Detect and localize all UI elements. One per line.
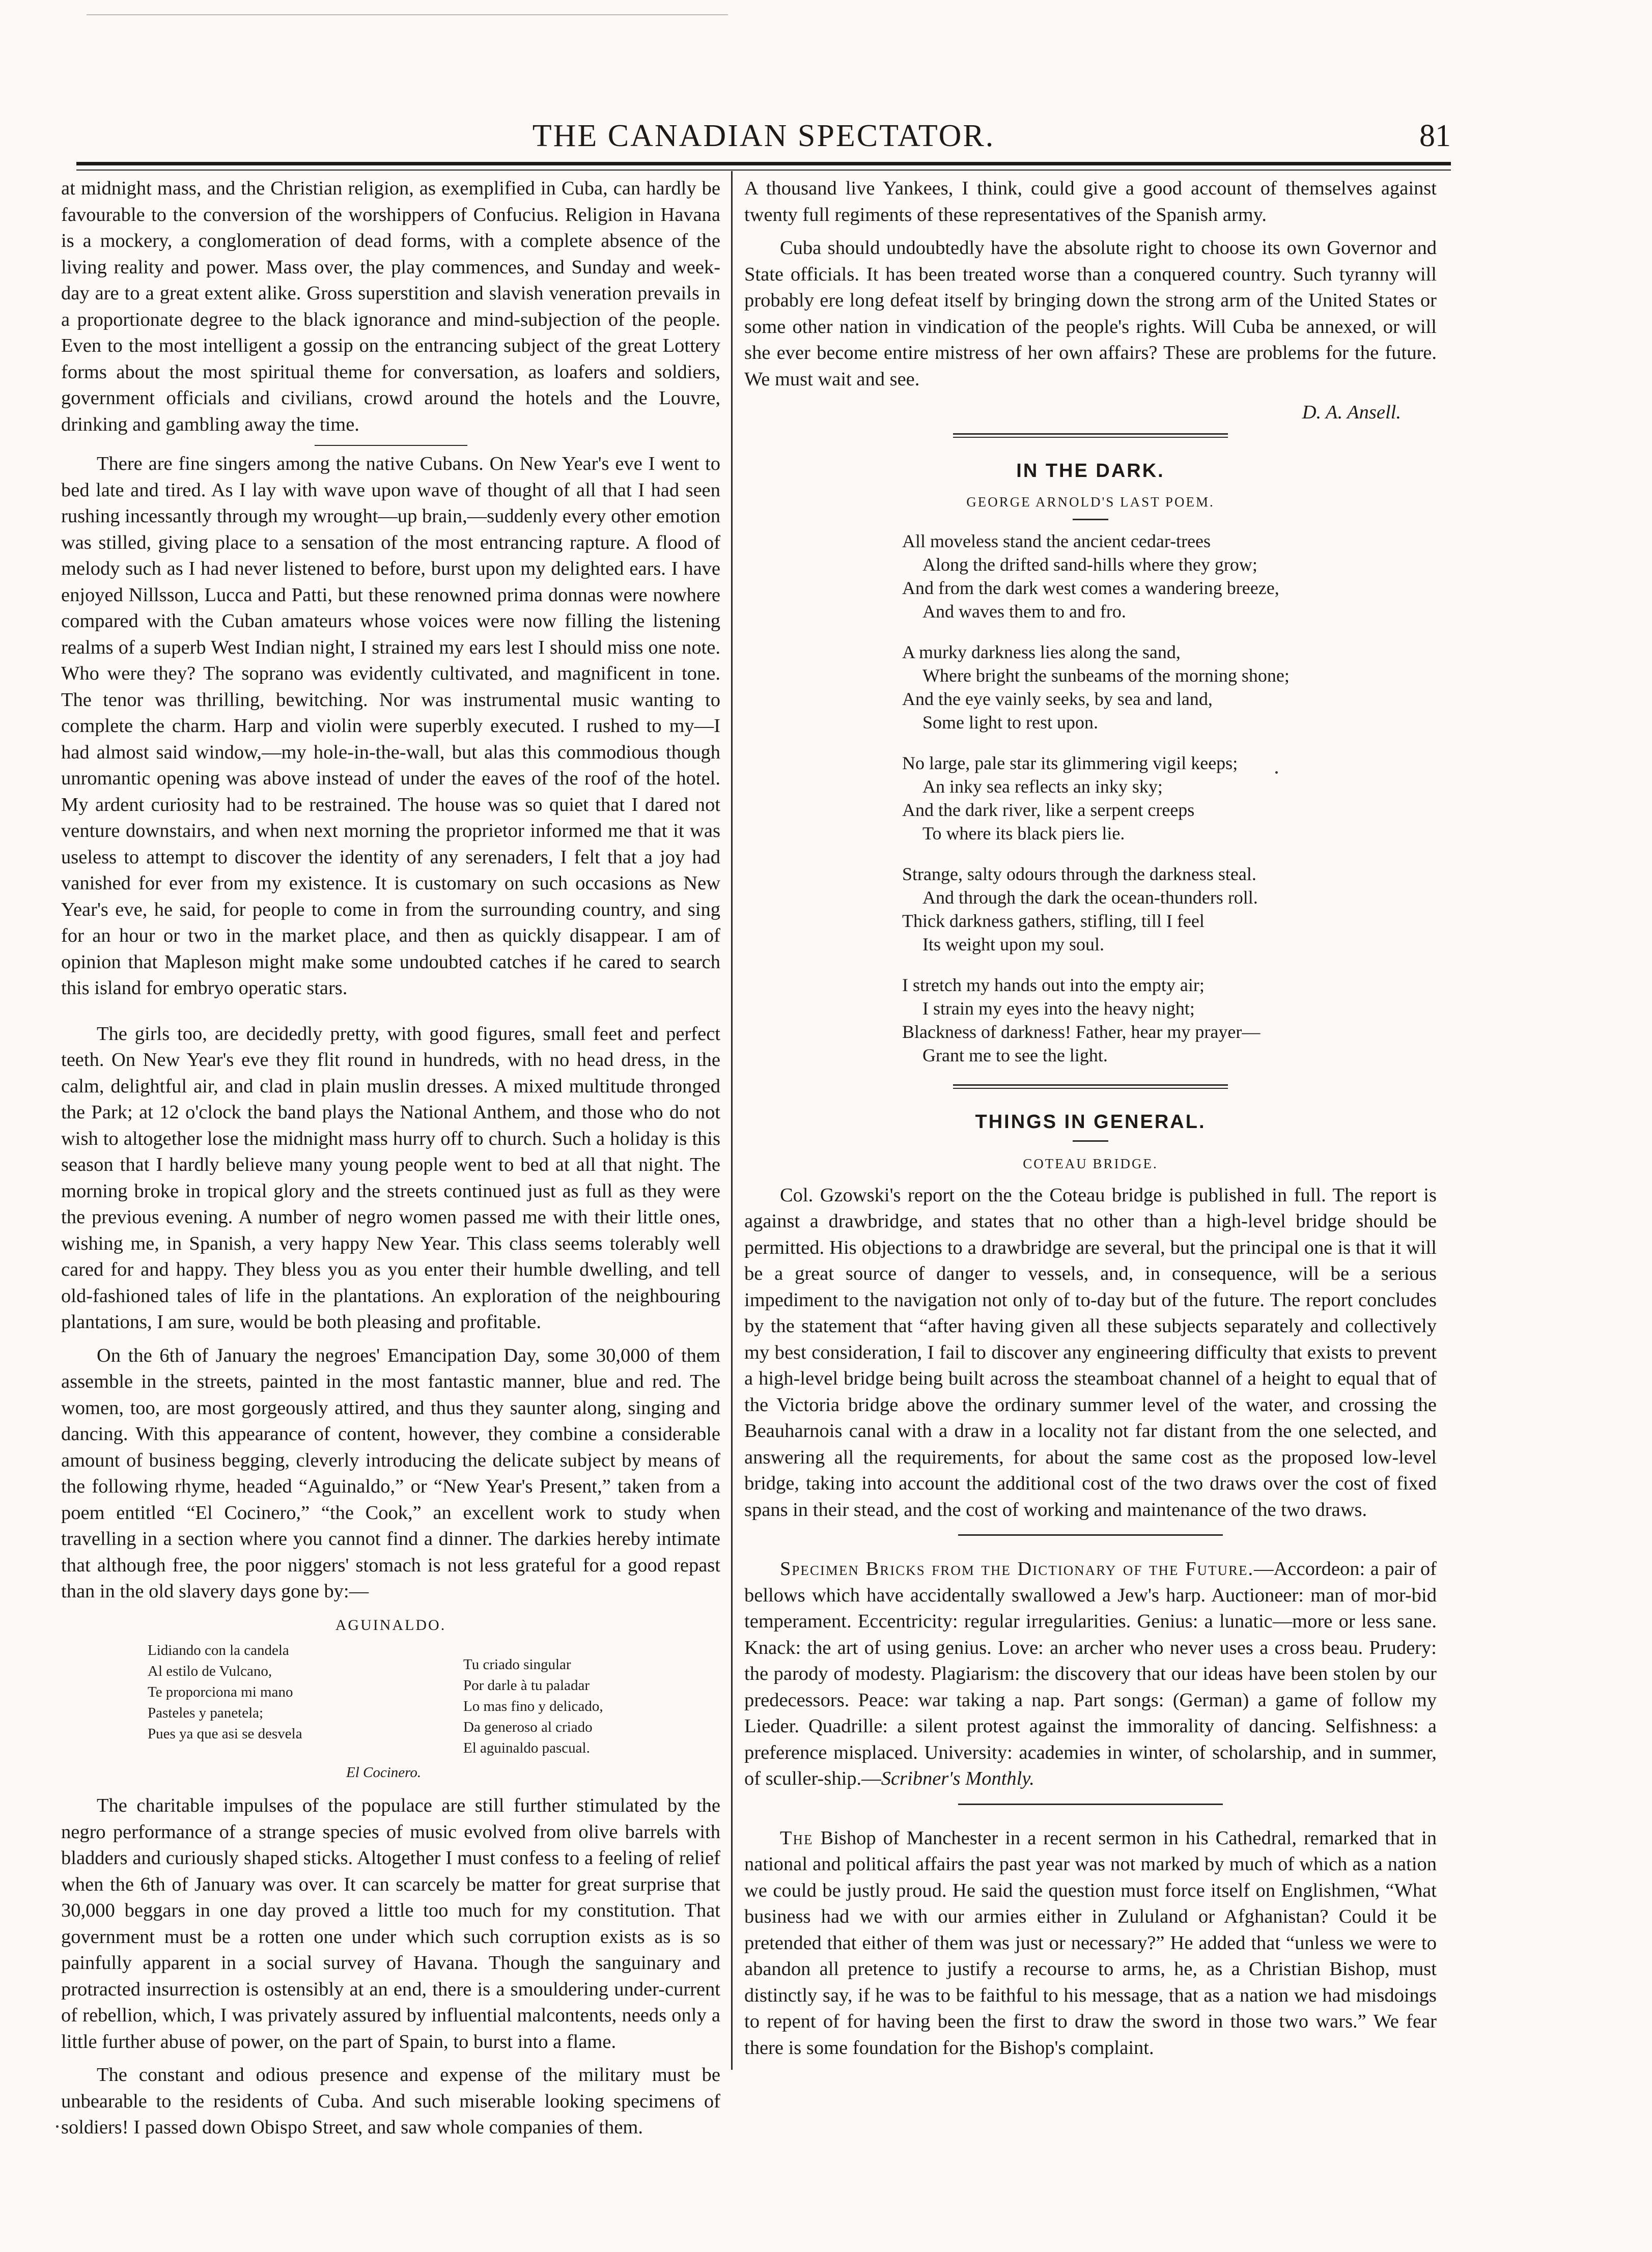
poem-stanza	[902, 862, 1437, 956]
poem-line: Along the drifted sand-hills where they grow;	[922, 554, 1257, 575]
poem-line: No large, pale star its glimmering vigil keeps;	[902, 752, 1238, 773]
column-divider	[731, 171, 733, 2070]
spacer	[744, 1177, 1437, 1183]
poem-line: Strange, salty odours through the darkness steal.	[902, 863, 1256, 884]
poem-line: All moveless stand the ancient cedar-trees	[902, 530, 1211, 551]
section-subtitle: COTEAU BRIDGE.	[1023, 1156, 1158, 1171]
right-column	[744, 176, 1437, 2068]
article-paragraph: Cuba should undoubtedly have the absolute right to choose its own Governor and State officials. It has been treated worse than a conquered country. Such tyranny will probably ere long defeat itself by bringing down the strong arm of the United States or some other nation in vindication of the people's rights. Will Cuba be annexed, or will she ever become entire mistress of her own affairs? These are problems for the future. We must wait and see.	[744, 237, 1437, 390]
bricks-source: Scribner's Monthly.	[881, 1768, 1034, 1789]
bricks-paragraph	[744, 1556, 1437, 1792]
poem-line: I stretch my hands out into the empty air;	[902, 974, 1205, 995]
verse-line: Tu criado singular	[463, 1656, 571, 1673]
section-rule	[953, 1084, 1228, 1086]
print-speck	[56, 2125, 59, 2128]
article-paragraph: The charitable impulses of the populace are still further stimulated by the negro performance of a strange species of music evolved from olive barrels with bladders and curiously shaped sticks. Altogether I must confess to a feeling of relief when the 6th of January was over. It can scarcely be matter for great surprise that 30,000 beggars in one day proved a little too much for my constitution. That government must be a rotten one under which such corruption exists as is so painfully apparent in a social survey of Havana. Though the sanguinary and protracted insurrection is ostensibly at an end, there is a smouldering under-current of rebellion, which, I was privately assured by influential malcontents, needs only a little further abuse of power, on the part of Spain, to burst into a flame.	[61, 1795, 720, 2052]
verse-line: Pasteles y panetela;	[148, 1705, 264, 1721]
bricks-text: —Accordeon: a pair of bellows which have accidentally swallowed a Jew's harp. Auctioneer: man of mor-bid temperament. Eccentricity: regular irregularities. Genius: a lunatic—more or less sane. Knack: the art of using genius. Love: an archer who never uses a cross beau. Prudery: the parody of modesty. Plagiarism: the discovery that our ideas have been stolen by our predecessors. Peace: war taking a nap. Part songs: (German) a game of follow my Lieder. Quadrille: a silent protest against the immorality of dancing. Selfishness: a preference misplaced. University: academies in winter, of scholarship, and in summer, of sculler-ship.—	[744, 1558, 1437, 1789]
aguinaldo-title: AGUINALDO.	[335, 1616, 446, 1634]
verse-line: Da generoso al criado	[463, 1719, 593, 1735]
verse-line: Al estilo de Vulcano,	[148, 1663, 272, 1679]
aguinaldo-left-lines	[148, 1640, 302, 1744]
article-paragraph: There are fine singers among the native Cubans. On New Year's eve I went to bed late and tired. As I lay with wave upon wave of thought of all that I had seen rushing incessantly through my wrought—up brain,—suddenly every other emotion was stilled, giving place to a sensation of the most entrancing rapture. A flood of melody such as I had never listened to before, burst upon my delighted ears. I have enjoyed Nillsson, Lucca and Patti, but these renowned prima donnas were nowhere compared with the Cuban amateurs whose voices were now filling the listening realms of a superb West Indian night, I strained my ears lest I should miss one note. Who were they? The soprano was evidently cultivated, and magnificent in tone. The tenor was thrilling, bewitching. Nor was instrumental music wanting to complete the charm. Harp and violin were superbly executed. I rushed to my—I had almost said window,—my hole-in-the-wall, but alas this commodious though unromantic opening was above instead of under the eaves of the roof of the hotel. My ardent curiosity had to be restrained. The house was so quiet that I dared not venture downstairs, and when next morning the proprietor informed me that it was useless to attempt to discover the identity of any serenaders, I felt that a joy had vanished for ever from my existence. It is customary on such occasions as New Year's eve, he said, for people to come in from the surrounding country, and sing for an hour or two in the market place, and then as quickly disappear. I am of opinion that Mapleson might make some undoubted catches if he cared to search this island for embryo operatic stars.	[61, 453, 720, 999]
article-paragraph: The girls too, are decidedly pretty, with good figures, small feet and perfect teeth. On New Year's eve they flit round in hundreds, with no head dress, in the calm, delightful air, and clad in plain muslin dresses. A mixed multitude thronged the Park; at 12 o'clock the band plays the National Anthem, and those who do not wish to altogether lose the midnight mass hurry off to church. Such a holiday is this season that I hardly believe many young people went to bed at all that night. The morning broke in tropical glory and the streets continued just as full as they were the previous evening. A number of negro women passed me with their little ones, wishing me, in Spanish, a very happy New Year. This class seems tolerably well cared for and happy. They bless you as you enter their humble dwelling, and tell old-fashioned tales of life in the plantations. An exploration of the neighbouring plantations, I am sure, would be both pleasing and profitable.	[61, 1023, 720, 1333]
print-speck	[1275, 771, 1278, 774]
section-rule	[953, 1088, 1228, 1089]
poem-line: And from the dark west comes a wandering breeze,	[902, 577, 1279, 598]
masthead-rule-thin	[76, 170, 1451, 171]
poem-line: Its weight upon my soul.	[922, 934, 1104, 954]
poem-stanza	[902, 529, 1437, 623]
poem-line: Some light to rest upon.	[922, 712, 1098, 733]
heading-rule	[1073, 1140, 1108, 1142]
aguinaldo-signature: El Cocinero.	[346, 1764, 422, 1781]
poem-line: A murky darkness lies along the sand,	[902, 641, 1181, 662]
article-paragraph: Col. Gzowski's report on the the Coteau bridge is published in full. The report is against a drawbridge, and states that no other than a high-level bridge should be permitted. His objections to a drawbridge are several, but the principal one is that it will be a great source of danger to vessels, and, in consequence, will be a serious impediment to the navigation not only of to-day but of the future. The report concludes by the statement that “after having given all these subjects separately and collectively my best consideration, I fail to discover any engineering difficulty that exists to prevent a high-level bridge being built across the steamboat channel of a height to equal that of the Victoria bridge above the ordinary summer level of the water, and crossing the Beauharnois canal with a draw in a locality not far distant from the one selected, and answering all the requirements, for about the same cost as the proposed low-level bridge, taking into account the additional cost of the two draws over the cost of fixed spans in their stead, and the cost of working and maintenance of the two draws.	[744, 1184, 1437, 1521]
section-title: THINGS IN GENERAL.	[975, 1111, 1206, 1133]
poem-line: I strain my eyes into the heavy night;	[922, 998, 1195, 1019]
page-number: 81	[1419, 119, 1451, 153]
left-column	[61, 176, 720, 2148]
article-paragraph: On the 6th of January the negroes' Emancipation Day, some 30,000 of them assemble in the streets, painted in the most fantastic manner, blue and red. The women, too, are most gorgeously attired, and thus they saunter along, singing and dancing. With this appearance of content, however, they combine a considerable amount of business begging, cleverly introducing the delicate subject by means of the following rhyme, headed “Aguinaldo,” or “New Year's Present,” taken from a poem entitled “El Cocinero,” “the Cook,” an excellent work to study when travelling in a section where you cannot find a dinner. The darkies hereby intimate that although free, the poor niggers' stomach is not less grateful for a good repast than in the old slavery days gone by:—	[61, 1344, 720, 1602]
poem-line: Where bright the sunbeams of the morning shone;	[922, 665, 1290, 686]
verse-line: Por darle à tu paladar	[463, 1677, 590, 1694]
poem-line: Grant me to see the light.	[922, 1045, 1108, 1065]
poem-subtitle: GEORGE ARNOLD'S LAST POEM.	[966, 494, 1215, 510]
poem-stanza	[902, 640, 1437, 734]
bishop-text: Bishop of Manchester in a recent sermon in his Cathedral, remarked that in national and political affairs the past year was not marked by much of which as a nation we could be justly proud. He said the question must force itself on Englishmen, “What business had we with our armies either in Zululand or Afghanistan? Could it be pretended that either of them was just or necessary?” He added that “unless we were to abandon all pretence to justify a recourse to arms, he, as a Christian Bishop, must distinctly say, if he was to be faithful to his message, that as a nation we had misdoings to repent of for having been the first to draw the sword in those two wars.” We fear there is some foundation for the Bishop's complaint.	[744, 1827, 1437, 2059]
poem-line: An inky sea reflects an inky sky;	[922, 776, 1163, 797]
verse-line: Lidiando con la candela	[148, 1642, 289, 1658]
verse-line: El aguinaldo pascual.	[463, 1740, 590, 1756]
aguinaldo-verse	[61, 1640, 720, 1793]
spacer	[61, 1009, 720, 1021]
verse-line: Pues ya que asi se desvela	[148, 1726, 302, 1742]
paragraph-separator	[315, 445, 467, 446]
poem-line: And through the dark the ocean-thunders roll.	[922, 887, 1258, 908]
section-rule	[953, 437, 1228, 438]
bishop-paragraph	[744, 1825, 1437, 2062]
poem-body	[902, 529, 1437, 1067]
poem-line: And the dark river, like a serpent creeps	[902, 799, 1195, 820]
top-edge-rule	[87, 14, 728, 15]
bricks-lead: Specimen Bricks from the Dictionary of the Future.	[780, 1558, 1254, 1580]
poem-line: And the eye vainly seeks, by sea and land,	[902, 688, 1213, 709]
article-paragraph: A thousand live Yankees, I think, could give a good account of themselves against twenty full regiments of these representatives of the Spanish army.	[744, 178, 1437, 226]
publication-title: THE CANADIAN SPECTATOR.	[532, 119, 995, 153]
section-rule	[958, 1534, 1223, 1536]
verse-line: Lo mas fino y delicado,	[463, 1698, 603, 1714]
poem-line: And waves them to and fro.	[922, 601, 1126, 622]
bishop-lead: The	[780, 1827, 814, 1849]
article-paragraph: at midnight mass, and the Christian religion, as exemplified in Cuba, can hardly be favourable to the conversion of the worshippers of Confucius. Religion in Havana is a mockery, a conglomeration of dead forms, with a complete absence of the living reality and power. Mass over, the play commences, and Sunday and week-day are to a great extent alike. Gross superstition and slavish veneration prevails in a proportionate degree to the black ignorance and mind-subjection of the people. Even to the most intelligent a gossip on the entrancing subject of the great Lottery forms about the most spiritual theme for conversation, as loafers and soldiers, government officials and civilians, crowd around the hotels and the Louvre, drinking and gambling away the time.	[61, 178, 720, 435]
section-rule	[953, 433, 1228, 435]
aguinaldo-right-lines	[463, 1654, 603, 1759]
poem-title: IN THE DARK.	[1016, 460, 1165, 482]
verse-line: Te proporciona mi mano	[148, 1684, 293, 1700]
author-signature: D. A. Ansell.	[1302, 402, 1401, 423]
poem-line: Blackness of darkness! Father, hear my prayer—	[902, 1021, 1261, 1042]
article-paragraph: The constant and odious presence and expense of the military must be unbearable to the residents of Cuba. And such miserable looking specimens of soldiers! I passed down Obispo Street, and saw whole companies of them.	[61, 2064, 720, 2138]
poem-stanza	[902, 973, 1437, 1067]
masthead-rule-thick	[76, 162, 1451, 165]
heading-rule	[1073, 519, 1108, 520]
poem-line: Thick darkness gathers, stifling, till I feel	[902, 910, 1205, 931]
poem-line: To where its black piers lie.	[922, 823, 1125, 843]
poem-stanza	[902, 751, 1437, 845]
section-rule	[958, 1804, 1223, 1805]
